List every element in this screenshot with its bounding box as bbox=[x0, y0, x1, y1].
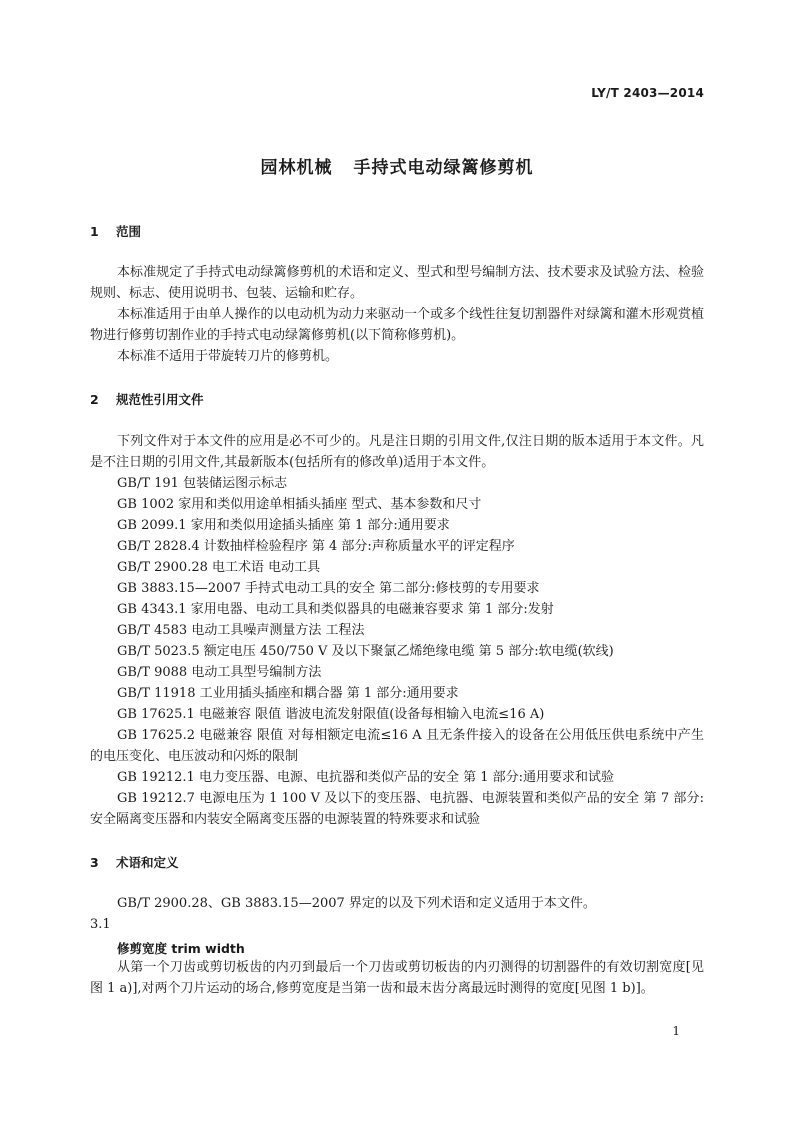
standard-code: LY/T 2403—2014 bbox=[591, 86, 704, 100]
terms-intro: GB/T 2900.28、GB 3883.15—2007 界定的以及下列术语和定义适用于本文件。 bbox=[117, 896, 596, 911]
reference-item: GB/T 2900.28 电工术语 电动工具 bbox=[117, 560, 321, 575]
section-1-heading bbox=[90, 222, 141, 240]
reference-item: GB/T 5023.5 额定电压 450/750 V 及以下聚氯乙烯绝缘电缆 第 5 部分:软电缆(软线) bbox=[117, 644, 614, 659]
section-number: 1 bbox=[90, 224, 99, 239]
section-2-heading bbox=[90, 390, 204, 408]
term-heading: 修剪宽度 trim width bbox=[117, 941, 245, 956]
page-number: 1 bbox=[672, 1024, 680, 1038]
scope-paragraph-2: 本标准适用于由单人操作的以电动机为动力来驱动一个或多个线性往复切割器件对绿篱和灌木形观赏植物进行修剪切割作业的手持式电动绿篱修剪机(以下简称修剪机)。 bbox=[90, 307, 704, 343]
term-definition: 从第一个刀齿或剪切板齿的内刃到最后一个刀齿或剪切板齿的内刃测得的切割器件的有效切割宽度[见图 1 a)],对两个刀片运动的场合,修剪宽度是当第一齿和最末齿分离最远时测得的宽度[见图 1 b)]。 bbox=[90, 960, 704, 996]
reference-item: GB 4343.1 家用电器、电动工具和类似器具的电磁兼容要求 第 1 部分:发射 bbox=[117, 602, 554, 617]
scope-paragraph-3: 本标准不适用于带旋转刀片的修剪机。 bbox=[117, 349, 339, 364]
section-3-heading bbox=[90, 853, 179, 871]
references-intro: 下列文件对于本文件的应用是必不可少的。凡是注日期的引用文件,仅注日期的版本适用于本文件。凡是不注日期的引用文件,其最新版本(包括所有的修改单)适用于本文件。 bbox=[90, 434, 704, 470]
reference-item: GB 19212.7 电源电压为 1 100 V 及以下的变压器、电抗器、电源装置和类似产品的安全 第 7 部分:安全隔离变压器和内装安全隔离变压器的电源装置的特殊要求和试验 bbox=[90, 791, 704, 827]
reference-item: GB/T 191 包装储运图示标志 bbox=[117, 476, 288, 491]
section-title: 范围 bbox=[116, 224, 142, 239]
document-title: 园林机械 手持式电动绿篱修剪机 bbox=[260, 158, 534, 178]
section-title: 规范性引用文件 bbox=[116, 392, 204, 407]
clause-number: 3.1 bbox=[90, 917, 111, 932]
reference-item: GB 17625.2 电磁兼容 限值 对每相额定电流≤16 A 且无条件接入的设备在公用低压供电系统中产生的电压变化、电压波动和闪烁的限制 bbox=[90, 728, 704, 764]
reference-item: GB 3883.15—2007 手持式电动工具的安全 第二部分:修枝剪的专用要求 bbox=[117, 581, 540, 596]
reference-item: GB/T 9088 电动工具型号编制方法 bbox=[117, 665, 322, 680]
reference-item: GB 19212.1 电力变压器、电源、电抗器和类似产品的安全 第 1 部分:通用要求和试验 bbox=[117, 770, 615, 785]
reference-item: GB 17625.1 电磁兼容 限值 谐波电流发射限值(设备每相输入电流≤16 A) bbox=[117, 707, 545, 722]
section-number: 2 bbox=[90, 392, 99, 407]
section-number: 3 bbox=[90, 855, 99, 870]
reference-item: GB/T 4583 电动工具噪声测量方法 工程法 bbox=[117, 623, 365, 638]
reference-item: GB 1002 家用和类似用途单相插头插座 型式、基本参数和尺寸 bbox=[117, 497, 482, 512]
section-title: 术语和定义 bbox=[116, 855, 179, 870]
reference-item: GB/T 11918 工业用插头插座和耦合器 第 1 部分:通用要求 bbox=[117, 686, 459, 701]
scope-paragraph-1: 本标准规定了手持式电动绿篱修剪机的术语和定义、型式和型号编制方法、技术要求及试验方法、检验规则、标志、使用说明书、包装、运输和贮存。 bbox=[90, 265, 704, 301]
reference-item: GB 2099.1 家用和类似用途插头插座 第 1 部分:通用要求 bbox=[117, 518, 450, 533]
reference-item: GB/T 2828.4 计数抽样检验程序 第 4 部分:声称质量水平的评定程序 bbox=[117, 539, 515, 554]
